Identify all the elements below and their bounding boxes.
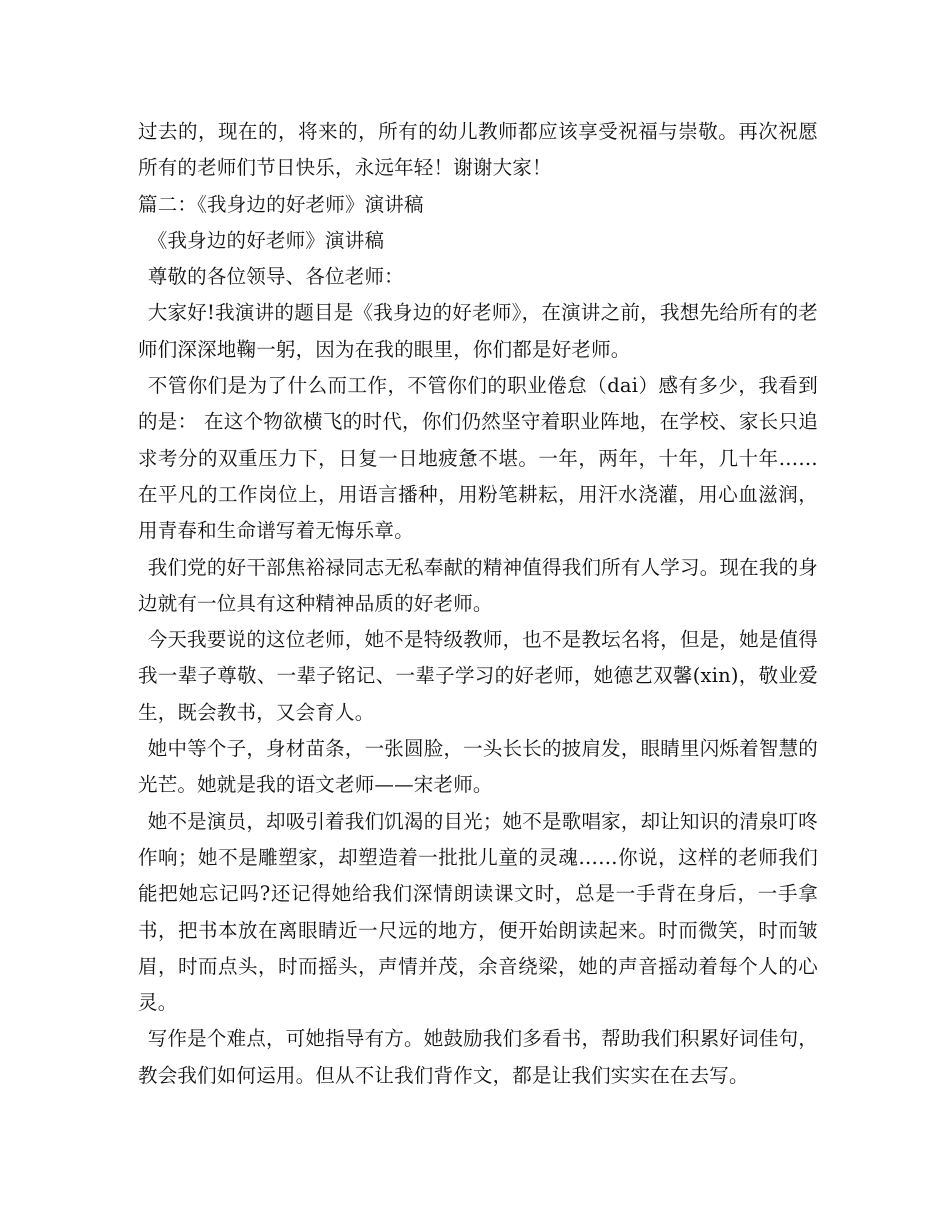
paragraph-role-model: 我们党的好干部焦裕禄同志无私奉献的精神值得我们所有人学习。现在我的身边就有一位具有这种精神品质的好老师。 xyxy=(138,555,818,615)
paragraph-appearance: 她中等个子，身材苗条，一张圆脸，一头长长的披肩发，眼睛里闪烁着智慧的光芒。她就是我的语文老师——宋老师。 xyxy=(138,737,818,797)
paragraph-writing: 写作是个难点，可她指导有方。她鼓励我们多看书，帮助我们积累好词佳句，教会我们如何运用。但从不让我们背作文，都是让我们实实在在去写。 xyxy=(138,1027,818,1087)
speech-title: 《我身边的好老师》演讲稿 xyxy=(147,228,385,252)
paragraph-introduction: 今天我要说的这位老师，她不是特级教师，也不是教坛名将，但是，她是值得我一辈子尊敬、一辈子铭记、一辈子学习的好老师，她德艺双馨(xin)，敬业爱生，既会教书，又会育人。 xyxy=(138,628,818,724)
paragraph-dedication: 不管你们是为了什么而工作，不管你们的职业倦怠（dai）感有多少，我看到的是： 在这个物欲横飞的时代，你们仍然坚守着职业阵地，在学校、家长只追求考分的双重压力下，日复一日地疲惫不堪。一年，两年，十年，几十年……在平凡的工作岗位上，用语言播种，用粉笔耕耘，用汗水浇灌，用心血滋润，用青春和生命谱写着无悔乐章。 xyxy=(138,374,818,543)
paragraph-greeting: 大家好!我演讲的题目是《我身边的好老师》，在演讲之前，我想先给所有的老师们深深地鞠一躬，因为在我的眼里，你们都是好老师。 xyxy=(138,301,818,361)
paragraph-reading: 她不是演员，却吸引着我们饥渴的目光；她不是歌唱家，却让知识的清泉叮咚作响；她不是雕塑家，却塑造着一批批儿童的灵魂……你说，这样的老师我们能把她忘记吗?还记得她给我们深情朗读课文时，总是一手背在身后，一手拿书，把书本放在离眼睛近一尺远的地方，便开始朗读起来。时而微笑，时而皱眉，时而点头，时而摇头，声情并茂，余音绕梁，她的声音摇动着每个人的心灵。 xyxy=(138,809,818,1015)
document-body xyxy=(138,114,818,1094)
paragraph-closing-wishes: 过去的，现在的，将来的，所有的幼儿教师都应该享受祝福与崇敬。再次祝愿所有的老师们节日快乐，永远年轻！谢谢大家！ xyxy=(138,120,818,180)
salutation: 尊敬的各位领导、各位老师： xyxy=(147,265,404,289)
section-heading: 篇二：《我身边的好老师》演讲稿 xyxy=(138,192,424,216)
